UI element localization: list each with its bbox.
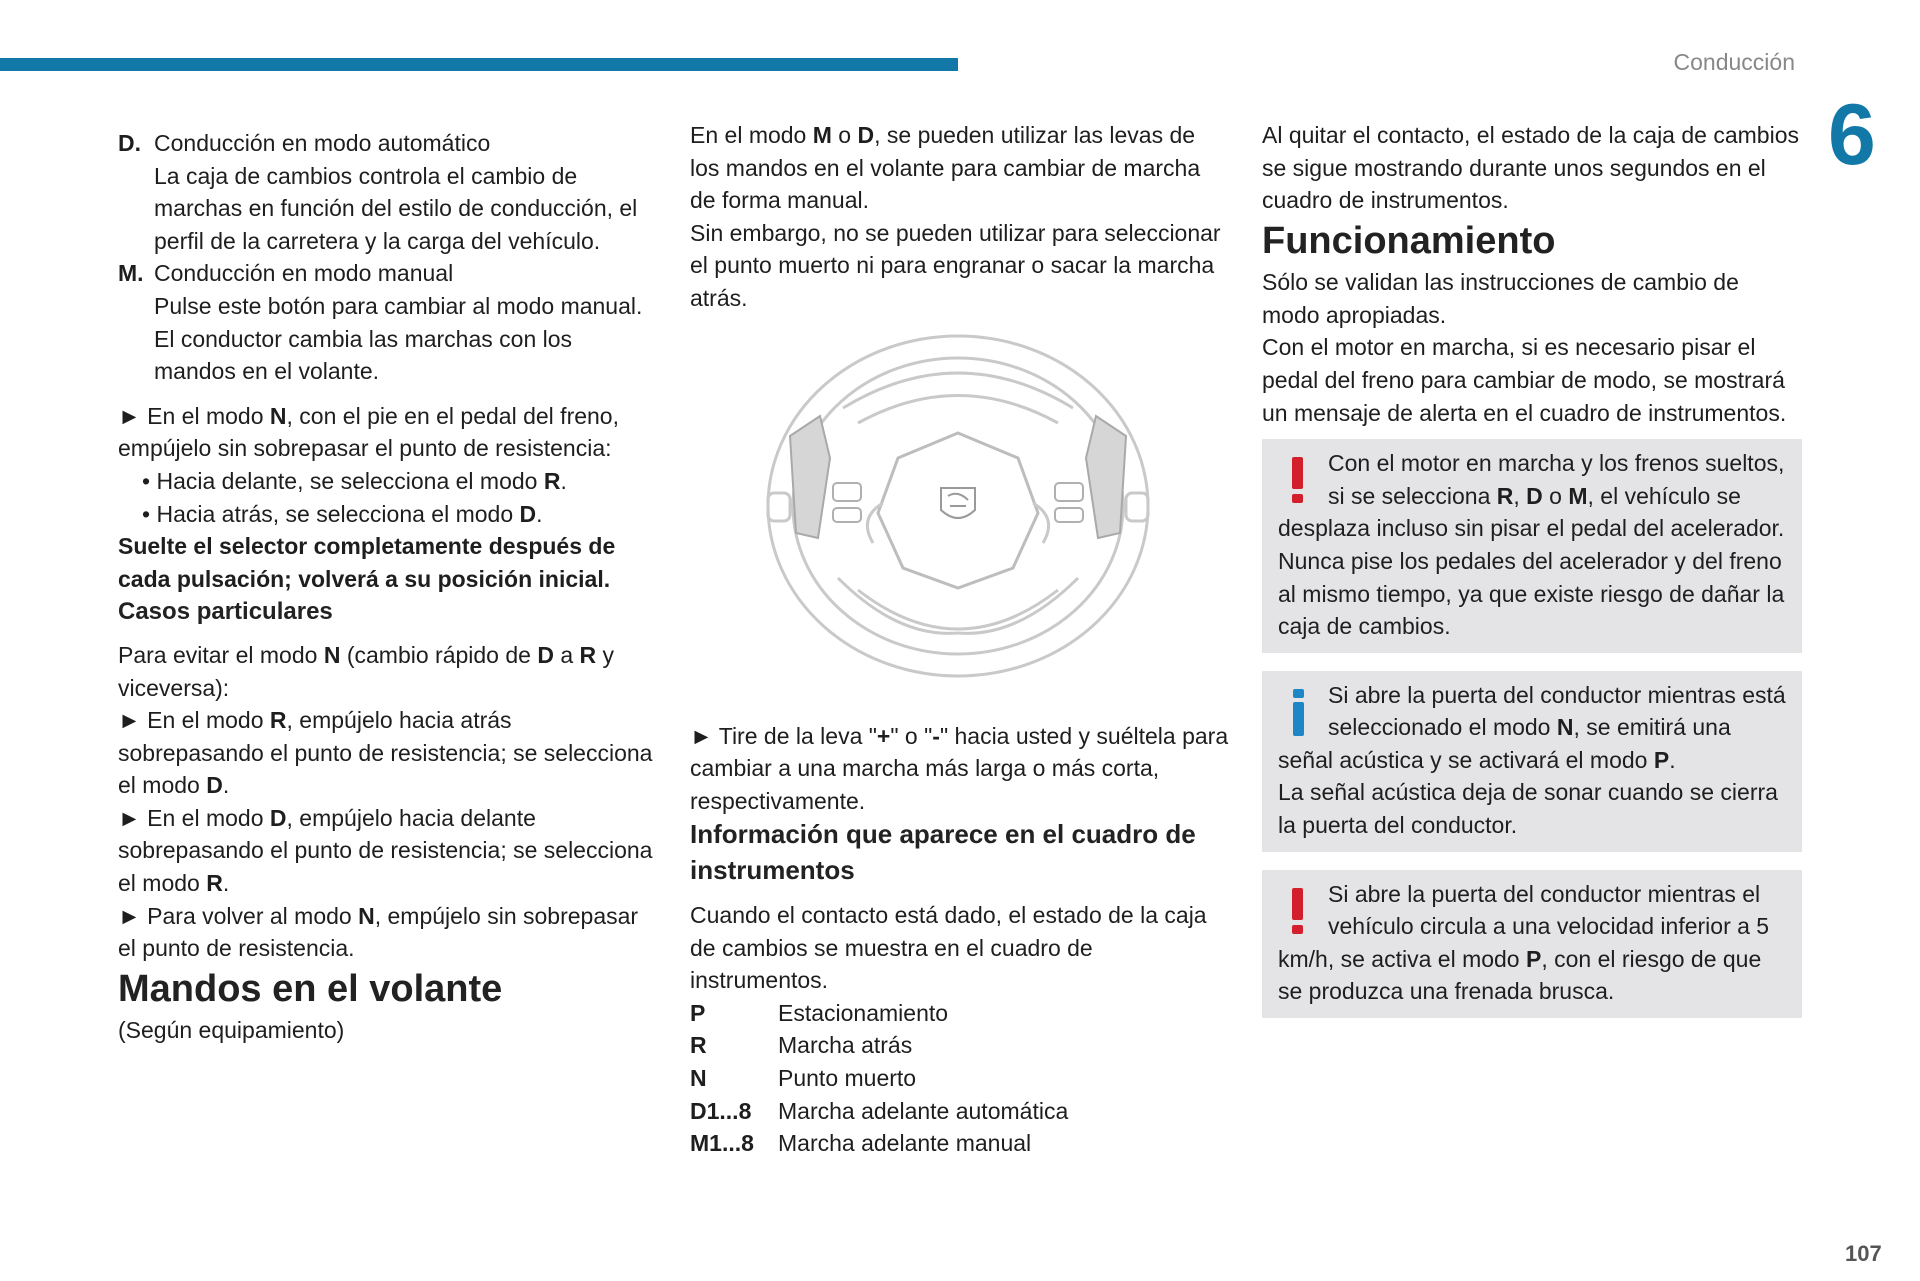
arrow-right-icon: ►: [118, 402, 141, 429]
operation-text-2: Con el motor en marcha, si es necesario pisar el pedal del freno para cambiar de modo, se mostrará un mensaje de alerta en el cuadro de instrumentos.: [1262, 334, 1787, 426]
operation-text-1: Sólo se validan las instrucciones de cambio de modo apropiadas.: [1262, 269, 1739, 328]
operation-heading: Funcionamiento: [1262, 219, 1556, 262]
gear-row: N Punto muerto: [690, 1065, 917, 1092]
paddle-limitation: Sin embargo, no se pueden utilizar para seleccionar el punto muerto ni para engranar o sacar la marcha atrás.: [690, 219, 1221, 311]
n-mode-instruction: ► En el modo N, con el pie en el pedal del freno, empújelo sin sobrepasar el punto de resistencia:: [118, 402, 619, 462]
special-cases-heading: Casos particulares: [118, 598, 333, 626]
mode-d-description: La caja de cambios controla el cambio de marchas en función del estilo de conducción, el perfil de la carretera y la carga del vehículo.: [154, 162, 638, 254]
warning-exclamation-icon: [1278, 447, 1316, 507]
paddle-instruction: ► Tire de la leva "+" o "-" hacia usted y suéltela para cambiar a una marcha más larga o más corta, respectivamente.: [690, 722, 1229, 814]
wheel-controls-heading: Mandos en el volante: [118, 967, 503, 1010]
bullet-item: • Hacia atrás, se selecciona el modo D.: [142, 500, 543, 527]
special-step: ► En el modo R, empújelo hacia atrás sobrepasando el punto de resistencia; se selecciona el modo D.: [118, 707, 653, 799]
section-title: Conducción: [1673, 49, 1795, 75]
arrow-right-icon: ►: [118, 902, 141, 929]
warning-exclamation-icon: [1278, 878, 1316, 938]
header-accent-bar: [0, 58, 958, 71]
special-cases-intro: Para evitar el modo N (cambio rápido de D a R y viceversa):: [118, 641, 615, 701]
page-number: 107: [1845, 1241, 1882, 1266]
column-right: [1262, 119, 1802, 1018]
mode-m-description-1: Pulse este botón para cambiar al modo manual.: [154, 292, 643, 319]
warning-box: Con el motor en marcha y los frenos sueltos, si se selecciona R, D o M, el vehículo se desplaza incluso sin pisar el pedal del acelerador. Nunca pise los pedales del acelerador y del freno al mismo tiempo, ya que existe riesgo de dañar la caja de cambios.: [1262, 439, 1802, 653]
steering-wheel-illustration: [738, 328, 1178, 688]
mode-m-definition: M. Conducción en modo manual: [118, 260, 454, 287]
release-note: Suelte el selector completamente después de cada pulsación; volverá a su posición inicial.: [118, 533, 616, 592]
special-step: ► En el modo D, empújelo hacia delante sobrepasando el punto de resistencia; se selecciona el modo R.: [118, 804, 653, 897]
special-step: ► Para volver al modo N, empújelo sin sobrepasar el punto de resistencia.: [118, 902, 639, 962]
gear-row: R Marcha atrás: [690, 1032, 913, 1059]
column-left: [118, 127, 658, 1047]
warning-box: Si abre la puerta del conductor mientras el vehículo circula a una velocidad inferior a 5 km/h, se activa el modo P, con el riesgo de que se produzca una frenada brusca.: [1262, 870, 1802, 1018]
paddle-intro: En el modo M o D, se pueden utilizar las levas de los mandos en el volante para cambiar de marcha de forma manual.: [690, 122, 1201, 214]
wheel-controls-subtitle: (Según equipamiento): [118, 1017, 345, 1044]
brand-logo: [941, 488, 975, 518]
gear-list: [690, 997, 1230, 1160]
mode-d-definition: D. Conducción en modo automático: [118, 130, 491, 156]
mode-m-description-2: El conductor cambia las marchas con los mandos en el volante.: [154, 325, 573, 385]
arrow-right-icon: ►: [118, 804, 141, 831]
info-box: Si abre la puerta del conductor mientras está seleccionado el modo N, se emitirá una señal acústica y se activará el modo P. La señal acústica deja de sonar cuando se cierra la puerta del conductor.: [1262, 671, 1802, 852]
arrow-right-icon: ►: [690, 722, 713, 749]
arrow-right-icon: ►: [118, 707, 141, 734]
gear-row: P Estacionamiento: [690, 999, 949, 1026]
instrument-info-heading: Información que aparece en el cuadro de instrumentos: [690, 819, 1196, 886]
bullet-item: • Hacia delante, se selecciona el modo R.: [142, 467, 567, 494]
gear-row: M1...8 Marcha adelante manual: [690, 1130, 1032, 1157]
chapter-number: 6: [1828, 87, 1876, 183]
gear-row: D1...8 Marcha adelante automática: [690, 1097, 1069, 1124]
info-icon: [1278, 679, 1316, 739]
ignition-off-text: Al quitar el contacto, el estado de la caja de cambios se sigue mostrando durante unos segundos en el cuadro de instrumentos.: [1262, 122, 1799, 214]
instrument-info-text: Cuando el contacto está dado, el estado de la caja de cambios se muestra en el cuadro de instrumentos.: [690, 902, 1207, 994]
